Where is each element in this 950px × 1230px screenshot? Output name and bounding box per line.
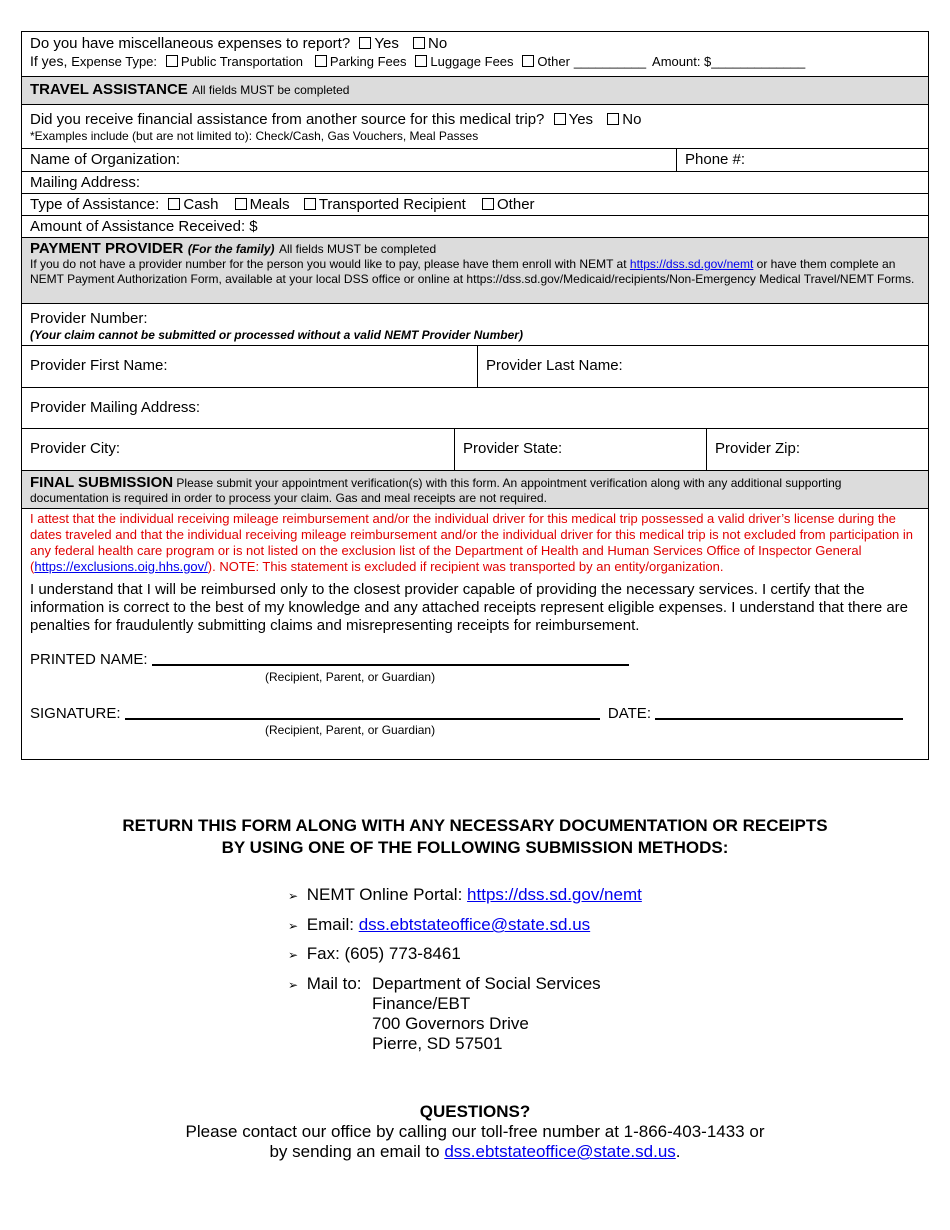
provider-name-row	[22, 346, 928, 388]
signature-field[interactable]	[125, 718, 600, 720]
payment-provider-title: PAYMENT PROVIDER	[30, 240, 184, 257]
provider-zip-field[interactable]	[706, 429, 928, 470]
provider-zip-label: Provider Zip:	[715, 440, 801, 457]
provider-mailing-address-field[interactable]	[22, 388, 928, 429]
provider-instructions-2: or have them complete an NEMT Payment Authorization Form, available at your local DSS office or online at https://dss.sd.gov/Medicaid/recipients/Non-Emergency Medical Travel/NEMT Forms.	[30, 257, 915, 286]
misc-question: Do you have miscellaneous expenses to report?	[30, 35, 351, 52]
mail-label: Mail to:	[306, 974, 362, 993]
email-label: Email:	[306, 915, 354, 934]
phone-label: Phone #:	[685, 151, 746, 168]
organization-label: Name of Organization:	[30, 151, 181, 168]
questions-title: QUESTIONS?	[419, 1102, 531, 1121]
email-link[interactable]: dss.ebtstateoffice@state.sd.us	[358, 915, 591, 934]
assistance-amount-field[interactable]	[22, 216, 928, 238]
questions-period: .	[675, 1142, 681, 1161]
assistance-examples: *Examples include (but are not limited to): Check/Cash, Gas Vouchers, Meal Passes	[30, 129, 479, 143]
printed-name-caption: (Recipient, Parent, or Guardian)	[265, 670, 436, 684]
travel-assistance-question-row	[22, 105, 928, 149]
mail-method	[288, 974, 362, 995]
arrow-bullet-icon: ➢	[288, 948, 299, 962]
cash-checkbox[interactable]	[168, 198, 180, 210]
provider-instructions-1: If you do not have a provider number for the person you would like to pay, please have them enroll with NEMT at	[30, 257, 627, 271]
provider-number-warning: (Your claim cannot be submitted or processed without a valid NEMT Provider Number)	[30, 328, 523, 342]
portal-method	[288, 885, 642, 906]
portal-link[interactable]: https://dss.sd.gov/nemt	[467, 885, 642, 904]
printed-name-field[interactable]	[152, 664, 629, 666]
travel-assistance-header	[22, 77, 928, 105]
arrow-bullet-icon: ➢	[288, 978, 299, 992]
assistance-yes-checkbox[interactable]	[554, 113, 566, 125]
misc-no-checkbox[interactable]	[413, 37, 425, 49]
printed-name-line	[30, 651, 629, 669]
phone-field[interactable]	[676, 149, 928, 171]
travel-assistance-title: TRAVEL ASSISTANCE	[30, 81, 188, 98]
other-expense-field[interactable]: __________	[573, 54, 647, 69]
attestation-section	[22, 509, 928, 759]
payment-provider-subtitle: (For the family)	[187, 242, 275, 256]
arrow-bullet-icon: ➢	[288, 889, 299, 903]
other-expense-label: Other	[537, 54, 570, 69]
if-yes-label: If yes,	[30, 53, 68, 69]
exclusions-link[interactable]: https://exclusions.oig.hhs.gov/	[34, 559, 208, 574]
provider-city-label: Provider City:	[30, 440, 121, 457]
misc-yes-checkbox[interactable]	[359, 37, 371, 49]
fax-method	[288, 944, 461, 965]
questions-line-2-text: by sending an email to	[269, 1142, 440, 1161]
parking-fees-checkbox[interactable]	[315, 55, 327, 67]
final-submission-title: FINAL SUBMISSION	[30, 474, 174, 491]
cash-label: Cash	[183, 196, 219, 213]
travel-assistance-question: Did you receive financial assistance from another source for this medical trip?	[30, 111, 545, 128]
email-method	[288, 915, 590, 936]
fax-text: Fax: (605) 773-8461	[306, 944, 461, 963]
provider-last-name-label: Provider Last Name:	[486, 357, 623, 374]
assistance-mailing-label: Mailing Address:	[30, 174, 141, 191]
final-submission-header	[22, 471, 928, 509]
transported-recipient-checkbox[interactable]	[304, 198, 316, 210]
assistance-type-row	[22, 194, 928, 216]
misc-no-label: No	[428, 35, 448, 52]
printed-name-label: PRINTED NAME:	[30, 651, 148, 668]
payment-provider-header	[22, 238, 928, 304]
questions-line-1: Please contact our office by calling our toll-free number at 1-866-403-1433 or	[185, 1122, 765, 1141]
assistance-no-checkbox[interactable]	[607, 113, 619, 125]
provider-state-field[interactable]	[454, 429, 706, 470]
misc-yes-label: Yes	[374, 35, 399, 52]
assistance-amount-label: Amount of Assistance Received: $	[30, 218, 258, 235]
assistance-type-label: Type of Assistance:	[30, 196, 160, 213]
signature-line	[30, 705, 903, 723]
meals-checkbox[interactable]	[235, 198, 247, 210]
mail-address-line: Department of Social Services	[372, 974, 601, 993]
amount-field[interactable]: _____________	[711, 54, 806, 69]
expense-type-label: Expense Type:	[71, 54, 158, 69]
signature-label: SIGNATURE:	[30, 705, 121, 722]
provider-mailing-label: Provider Mailing Address:	[30, 399, 201, 416]
provider-number-label: Provider Number:	[30, 310, 148, 327]
meals-label: Meals	[249, 196, 290, 213]
arrow-bullet-icon: ➢	[288, 919, 299, 933]
transported-recipient-label: Transported Recipient	[318, 196, 466, 213]
other-assistance-checkbox[interactable]	[482, 198, 494, 210]
attestation-text	[30, 509, 920, 575]
provider-number-field[interactable]	[22, 304, 928, 346]
signature-caption: (Recipient, Parent, or Guardian)	[265, 723, 436, 737]
parking-fees-label: Parking Fees	[329, 54, 407, 69]
provider-first-name-label: Provider First Name:	[30, 357, 168, 374]
understand-statement: I understand that I will be reimbursed only to the closest provider capable of providing the necessary services. I certify that the information is correct to the best of my knowledge and any attached receipts represent eligible expenses. I understand that there are penalties for fraudulently submitting claims and misrepresenting receipts for reimbursement.	[30, 581, 909, 634]
public-transportation-label: Public Transportation	[180, 54, 304, 69]
return-line-1: RETURN THIS FORM ALONG WITH ANY NECESSARY DOCUMENTATION OR RECEIPTS	[122, 816, 828, 835]
provider-last-name-field[interactable]	[477, 346, 928, 387]
misc-expenses-row	[22, 32, 928, 77]
mail-address-line: Pierre, SD 57501	[372, 1034, 503, 1053]
luggage-fees-label: Luggage Fees	[430, 54, 514, 69]
attestation-part-1: I attest that the individual receiving mileage reimbursement and/or the individual driver for this medical trip possessed a valid driver’s license during the dates traveled and that the individual receiving mileage reimbursement and/or the individual driver for this medical trip is not excluded from participation in any federal health care program or is not listed on the exclusion list of the Department of Health and Human Services Office of Inspector General (	[30, 511, 914, 574]
assistance-no-label: No	[622, 111, 642, 128]
questions-line-2	[0, 1142, 950, 1162]
other-expense-checkbox[interactable]	[522, 55, 534, 67]
final-submission-text: Please submit your appointment verification(s) with this form. An appointment verification along with any additional supporting documentation is required in order to process your claim. Gas and meal receipts are not required.	[30, 476, 842, 505]
portal-label: NEMT Online Portal:	[306, 885, 463, 904]
return-instructions	[0, 815, 950, 859]
provider-city-field[interactable]	[22, 429, 454, 470]
assistance-yes-label: Yes	[568, 111, 594, 128]
amount-label: Amount: $	[652, 54, 712, 69]
travel-assistance-note: All fields MUST be completed	[192, 83, 350, 97]
nemt-form	[21, 31, 929, 760]
provider-state-label: Provider State:	[463, 440, 563, 457]
organization-row	[22, 149, 928, 172]
date-field[interactable]	[655, 718, 903, 720]
other-assistance-label: Other	[497, 196, 535, 213]
organization-field[interactable]	[22, 149, 676, 171]
assistance-mailing-address-field[interactable]	[22, 172, 928, 194]
payment-provider-note: All fields MUST be completed	[278, 242, 437, 256]
mail-address-line: Finance/EBT	[372, 994, 471, 1013]
provider-first-name-field[interactable]	[22, 346, 477, 387]
attestation-part-2: ). NOTE: This statement is excluded if recipient was transported by an entity/organization.	[207, 559, 724, 574]
return-line-2: BY USING ONE OF THE FOLLOWING SUBMISSION METHODS:	[221, 838, 729, 857]
questions-email-link[interactable]: dss.ebtstateoffice@state.sd.us	[444, 1142, 676, 1161]
date-label: DATE:	[607, 705, 651, 722]
mail-address-line: 700 Governors Drive	[372, 1014, 529, 1033]
provider-location-row	[22, 429, 928, 471]
mail-address	[372, 974, 601, 1054]
questions-section	[0, 1102, 950, 1162]
luggage-fees-checkbox[interactable]	[415, 55, 427, 67]
public-transportation-checkbox[interactable]	[166, 55, 178, 67]
nemt-enroll-link[interactable]: https://dss.sd.gov/nemt	[629, 257, 754, 271]
